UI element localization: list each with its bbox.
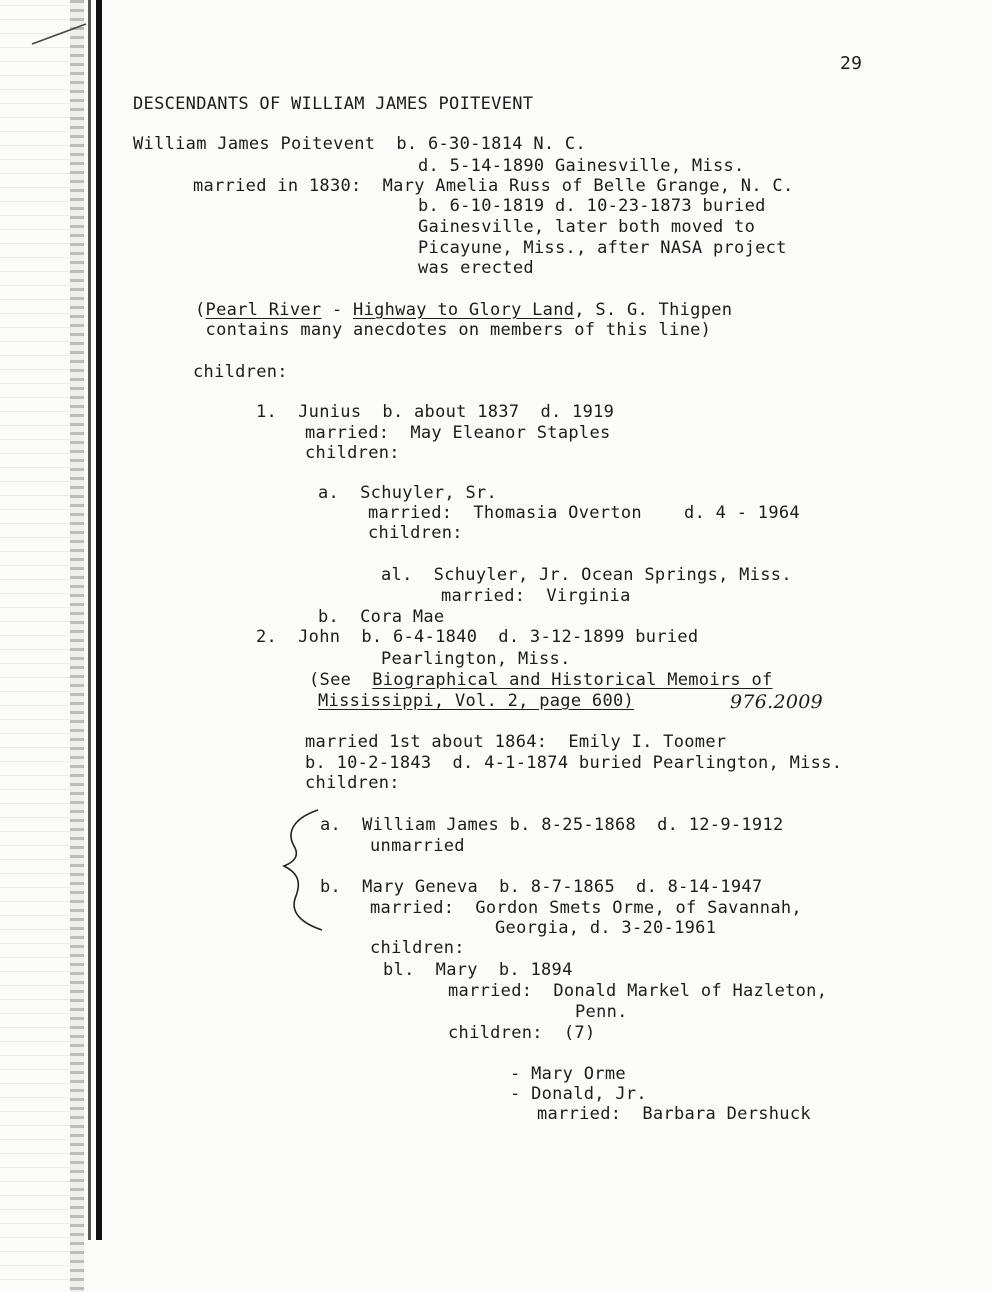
text-line: Picayune, Miss., after NASA project	[418, 238, 787, 258]
book-title: Biographical and Historical Memoirs of	[372, 670, 773, 690]
text-line: married: Virginia	[441, 586, 631, 606]
text-line: children:	[305, 443, 400, 463]
text-line: children:	[193, 362, 288, 382]
child-entry: b. Mary Geneva b. 8-7-1865 d. 8-14-1947	[320, 877, 763, 897]
child-entry: al. Schuyler, Jr. Ocean Springs, Miss.	[381, 565, 792, 585]
handwritten-call-number: 976.2009	[730, 691, 824, 713]
text-line: married: Thomasia Overton d. 4 - 1964	[368, 503, 800, 523]
staple-mark	[30, 20, 90, 50]
reference-line: (See Biographical and Historical Memoirs of	[309, 670, 773, 690]
text-line: married: Barbara Dershuck	[537, 1104, 811, 1124]
text-line: children:	[368, 523, 463, 543]
child-entry: a. Schuyler, Sr.	[318, 483, 498, 503]
binding-edge	[0, 0, 110, 1292]
child-entry: bl. Mary b. 1894	[383, 960, 573, 980]
grandchild-entry: - Donald, Jr.	[510, 1084, 647, 1104]
text-line: b. 10-2-1843 d. 4-1-1874 buried Pearlington, Miss.	[305, 753, 843, 773]
book-title: Mississippi	[318, 691, 434, 711]
text-line: Pearlington, Miss.	[381, 649, 571, 669]
book-title: Pearl River	[205, 300, 322, 320]
text-line: children:	[305, 773, 400, 793]
reference-line: contains many anecdotes on members of this line)	[195, 320, 712, 340]
page-number: 29	[840, 53, 863, 74]
text-line: d. 5-14-1890 Gainesville, Miss.	[418, 156, 745, 176]
reference-line: Mississippi, Vol. 2, page 600)	[318, 691, 635, 711]
text-line: married 1st about 1864: Emily I. Toomer	[305, 732, 727, 752]
text-line: married: May Eleanor Staples	[305, 423, 611, 443]
text-line: Gainesville, later both moved to	[418, 217, 756, 237]
text-line: children: (7)	[448, 1023, 596, 1043]
text-line: William James Poitevent b. 6-30-1814 N. C.	[133, 134, 586, 154]
reference-line: (Pearl River - Highway to Glory Land, S. G. Thigpen	[195, 300, 733, 320]
text-line: children:	[370, 938, 465, 958]
grandchild-entry: - Mary Orme	[510, 1064, 626, 1084]
text-line: Penn.	[575, 1002, 628, 1022]
child-entry: 1. Junius b. about 1837 d. 1919	[256, 402, 615, 422]
child-entry: 2. John b. 6-4-1840 d. 3-12-1899 buried	[256, 627, 699, 647]
text-line: was erected	[418, 258, 534, 278]
child-entry: b. Cora Mae	[318, 607, 445, 627]
text-line: married: Gordon Smets Orme, of Savannah,	[370, 898, 802, 918]
child-entry: a. William James b. 8-25-1868 d. 12-9-1912	[320, 815, 784, 835]
text-line: married: Donald Markel of Hazleton,	[448, 981, 828, 1001]
text-line: unmarried	[370, 836, 465, 856]
page-title: DESCENDANTS OF WILLIAM JAMES POITEVENT	[133, 94, 534, 114]
text-line: married in 1830: Mary Amelia Russ of Belle Grange, N. C.	[193, 176, 794, 196]
text-line: b. 6-10-1819 d. 10-23-1873 buried	[418, 196, 766, 216]
book-title: Highway to Glory Land	[353, 300, 575, 320]
text-line: Georgia, d. 3-20-1961	[495, 918, 717, 938]
